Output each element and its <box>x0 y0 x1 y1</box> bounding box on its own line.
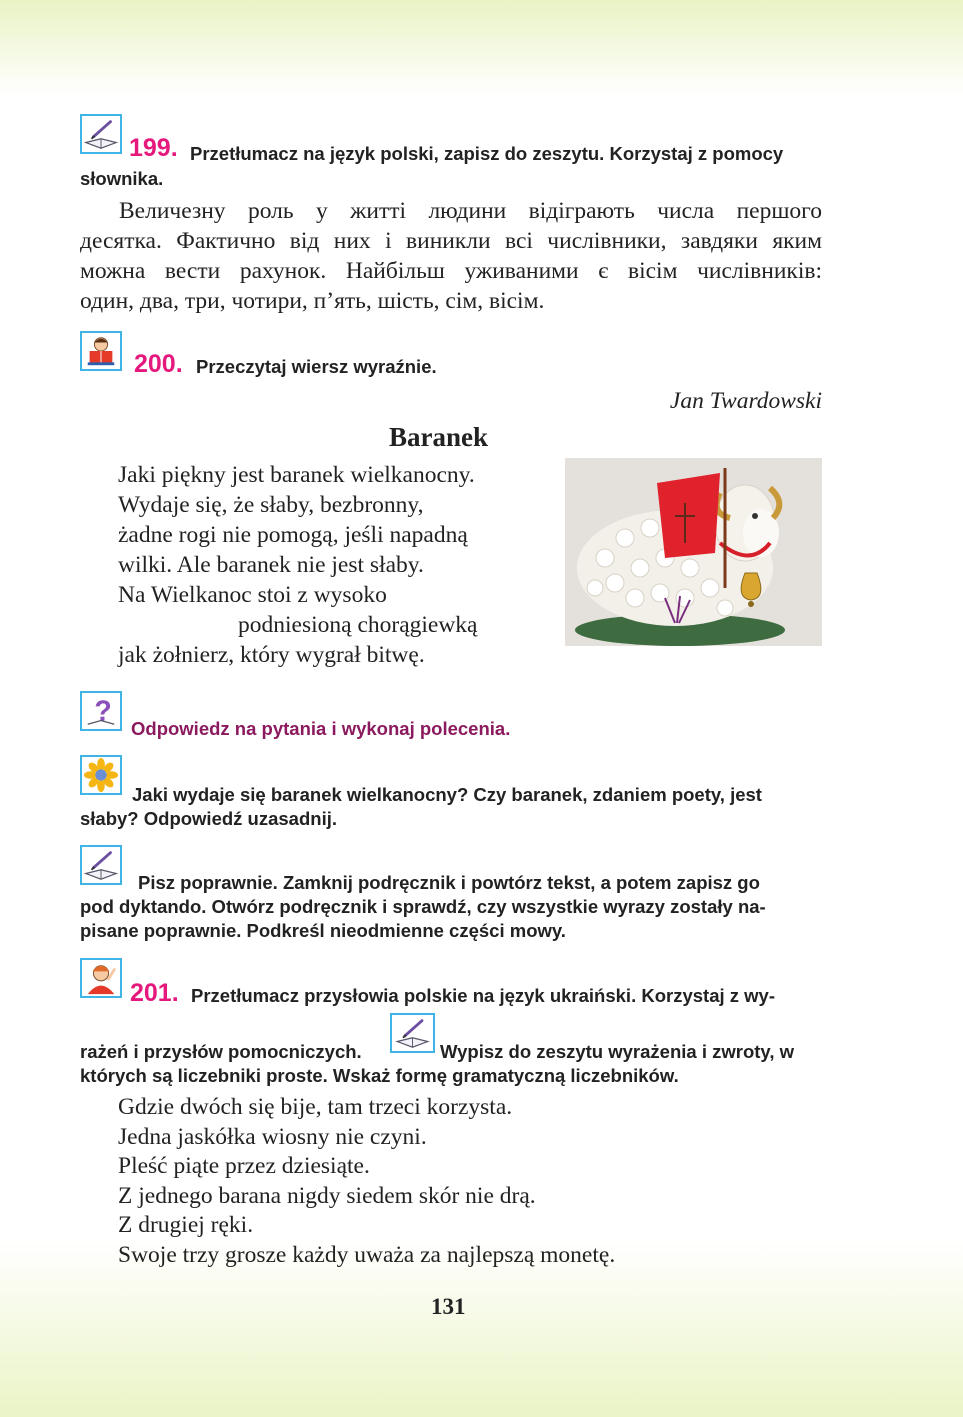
proverb-line: Jedna jaskółka wiosny nie czyni. <box>118 1124 427 1150</box>
question-1-cont: słaby? Odpowiedź uzasadnij. <box>80 808 337 829</box>
poem-line: Wydaje się, że słaby, bezbronny, <box>118 492 424 518</box>
writing-icon <box>80 845 122 885</box>
questions-heading: Odpowiedz na pytania i wykonaj polecenia. <box>131 718 511 739</box>
exercise-number-199: 199. <box>129 134 178 162</box>
question-icon <box>80 691 122 731</box>
proverb-line: Pleść piąte przez dziesiąte. <box>118 1153 370 1179</box>
poem-line: żadne rogi nie pomogą, jeśli napadną <box>118 522 468 548</box>
text-line: можна вести рахунок. Найбільш уживаними є вісім числівників: <box>80 258 822 284</box>
text-line: Величезну роль у житті людини відіграють числа першого <box>119 198 822 224</box>
text-line: один, два, три, чотири, п’ять, шість, сім, вісім. <box>80 288 545 314</box>
poem-line: Jaki piękny jest baranek wielkanocny. <box>118 462 475 488</box>
poem-line: wilki. Ale baranek nie jest słaby. <box>118 552 424 578</box>
text-line: десятка. Фактично від них і виникли всі числівники, завдяки яким <box>80 228 822 254</box>
task-dictation: Pisz poprawnie. Zamknij podręcznik i powtórz tekst, a potem zapisz go <box>138 872 760 893</box>
poem-line: podniesioną chorągiewką <box>238 612 478 638</box>
exercise-200-instruction: Przeczytaj wiersz wyraźnie. <box>196 356 437 377</box>
exercise-201-instruction: Przetłumacz przysłowia polskie na język ukraiński. Korzystaj z wy- <box>191 985 775 1006</box>
poem-line: jak żołnierz, który wygrał bitwę. <box>118 642 425 668</box>
exercise-201-instruction-cont: Wypisz do zeszytu wyrażenia i zwroty, w <box>440 1041 794 1062</box>
exercise-number-201: 201. <box>130 979 179 1007</box>
exercise-number-200: 200. <box>134 350 183 378</box>
poem-author: Jan Twardowski <box>669 388 822 414</box>
exercise-201-instruction-cont: których są liczebniki proste. Wskaż formę gramatyczną liczebników. <box>80 1065 679 1086</box>
proverb-line: Gdzie dwóch się bije, tam trzeci korzysta. <box>118 1094 513 1120</box>
easter-lamb-photo <box>565 458 822 646</box>
thinking-girl-icon <box>80 958 122 998</box>
page-number: 131 <box>431 1294 466 1319</box>
exercise-201-instruction-cont: rażeń i przysłów pomocniczych. <box>80 1041 362 1062</box>
reading-child-icon <box>80 331 122 371</box>
writing-icon <box>390 1013 435 1053</box>
question-1: Jaki wydaje się baranek wielkanocny? Czy baranek, zdaniem poety, jest <box>132 784 762 805</box>
proverb-line: Swoje trzy grosze każdy uważa za najlepszą monetę. <box>118 1242 616 1268</box>
exercise-199-text <box>80 196 822 316</box>
exercise-199-instruction-cont: słownika. <box>80 168 164 189</box>
flower-icon <box>80 755 122 795</box>
proverb-line: Z drugiej ręki. <box>118 1212 254 1238</box>
task-dictation-cont: pisane poprawnie. Podkreśl nieodmienne części mowy. <box>80 920 566 941</box>
task-dictation-cont: pod dyktando. Otwórz podręcznik i sprawdź, czy wszystkie wyrazy zostały na- <box>80 896 766 917</box>
writing-icon <box>80 114 122 154</box>
poem-line: Na Wielkanoc stoi z wysoko <box>118 582 387 608</box>
exercise-199-instruction: Przetłumacz na język polski, zapisz do zeszytu. Korzystaj z pomocy <box>190 143 784 164</box>
proverb-line: Z jednego barana nigdy siedem skór nie drą. <box>118 1183 536 1209</box>
poem-title: Baranek <box>389 422 489 452</box>
svg-text:?: ? <box>94 695 112 728</box>
